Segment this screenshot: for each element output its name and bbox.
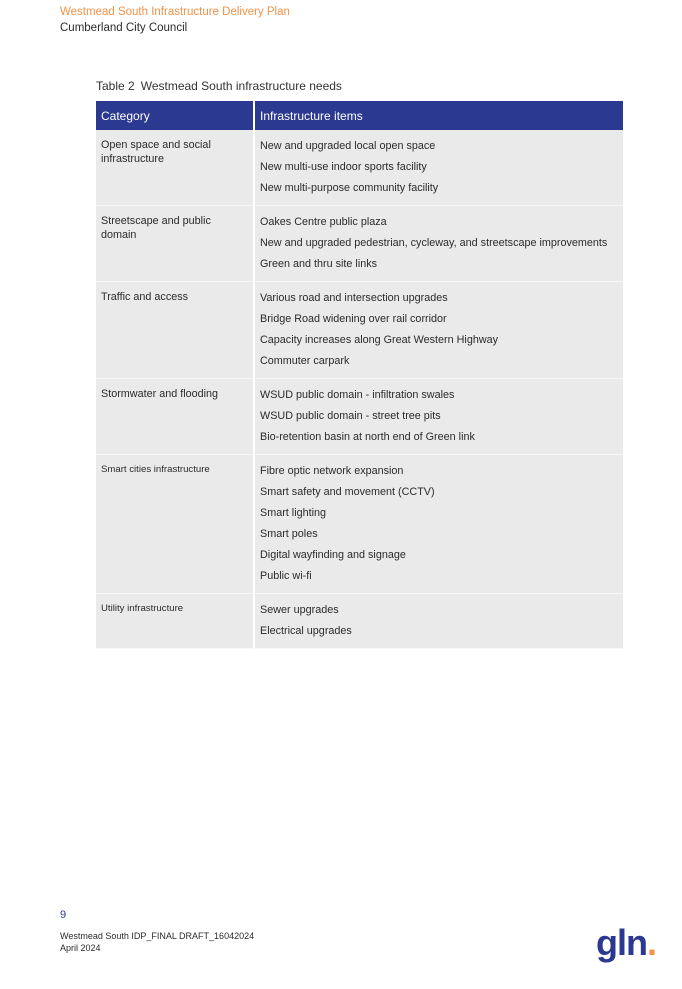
category-cell: Smart cities infrastructure [96,455,254,594]
table-row [96,379,623,455]
council-name: Cumberland City Council [60,22,188,34]
table-header-row [96,101,623,130]
items-cell [254,455,623,594]
category-cell: Traffic and access [96,282,254,379]
category-cell: Streetscape and public domain [96,206,254,282]
items-cell [254,130,623,206]
infrastructure-item: Electrical upgrades [260,625,352,637]
category-column-header: Category [96,101,254,130]
table-row [96,130,623,206]
category-cell: Open space and social infrastructure [96,130,254,206]
document-date: April 2024 [60,943,101,953]
infrastructure-item: Oakes Centre public plaza [260,216,387,228]
page-number: 9 [60,909,67,921]
infrastructure-item: Commuter carpark [260,355,350,367]
table-caption-text: Westmead South infrastructure needs [140,79,342,93]
infrastructure-item: Capacity increases along Great Western Highway [260,334,499,346]
gln-logo [596,922,656,964]
category-cell: Stormwater and flooding [96,379,254,455]
logo-dot: . [646,922,656,963]
document-id: Westmead South IDP_FINAL DRAFT_16042024 [60,931,255,941]
infrastructure-item: Sewer upgrades [260,604,339,616]
table-row [96,206,623,282]
items-column-header: Infrastructure items [254,101,623,130]
category-cell: Utility infrastructure [96,594,254,649]
table-row [96,455,623,594]
infrastructure-item: Public wi-fi [260,570,312,582]
items-cell [254,379,623,455]
table-caption-number: Table 2 [96,79,135,93]
table-row [96,282,623,379]
infrastructure-item: New and upgraded local open space [260,140,436,152]
logo-text: gln [596,922,647,963]
table-caption [96,79,342,93]
table-row [96,594,623,649]
infrastructure-item: Various road and intersection upgrades [260,292,448,304]
infrastructure-item: Bridge Road widening over rail corridor [260,313,447,325]
infrastructure-needs-table [96,101,623,649]
infrastructure-item: Fibre optic network expansion [260,465,404,477]
infrastructure-item: Smart safety and movement (CCTV) [260,486,435,498]
infrastructure-item: Digital wayfinding and signage [260,549,406,561]
items-cell [254,282,623,379]
document-title: Westmead South Infrastructure Delivery Plan [60,6,290,18]
items-cell [254,206,623,282]
infrastructure-item: New and upgraded pedestrian, cycleway, and streetscape improvements [260,237,608,249]
infrastructure-item: Smart lighting [260,507,327,519]
items-cell [254,594,623,649]
infrastructure-item: WSUD public domain - infiltration swales [260,389,455,401]
infrastructure-item: Green and thru site links [260,258,378,270]
infrastructure-item: WSUD public domain - street tree pits [260,410,441,422]
infrastructure-item: New multi-purpose community facility [260,182,439,194]
infrastructure-item: New multi-use indoor sports facility [260,161,427,173]
infrastructure-item: Smart poles [260,528,318,540]
infrastructure-item: Bio-retention basin at north end of Green link [260,431,475,443]
